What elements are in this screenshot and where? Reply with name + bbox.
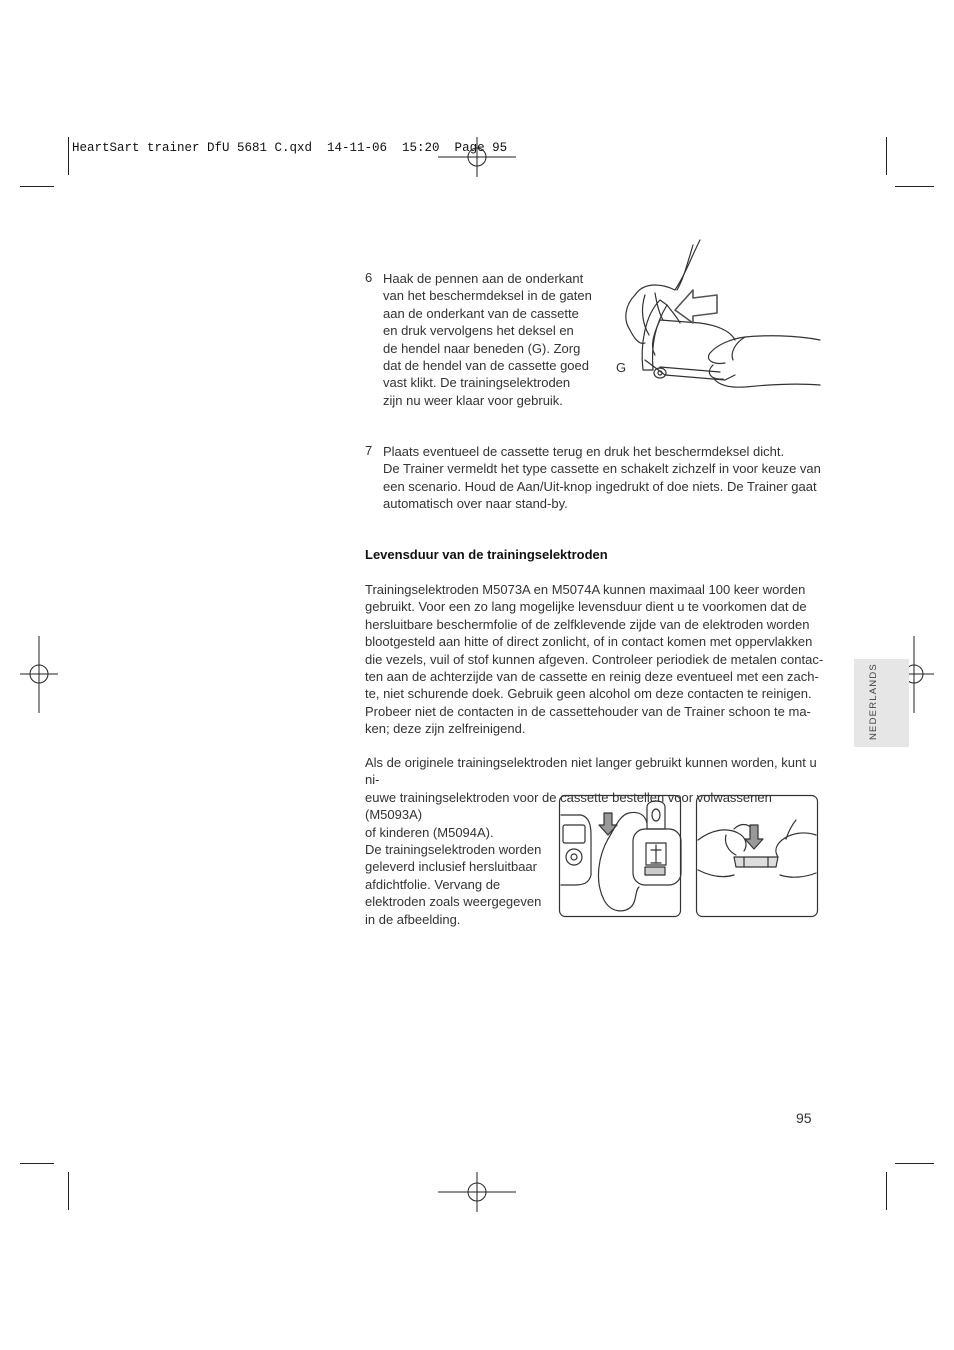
step-6-line: Haak de pennen aan de onderkant [383, 271, 584, 286]
paragraph-line: geleverd inclusief hersluitbaar [365, 859, 537, 875]
hands-replacing-electrodes-illustration [696, 795, 818, 917]
paragraph-line: ken; deze zijn zelfreinigend. [365, 721, 526, 737]
paragraph-line: hersluitbare beschermfolie of de zelfklevende zijde van de elektroden worden [365, 616, 810, 632]
paragraph-line: Trainingselektroden M5073A en M5074A kunnen maximaal 100 keer worden [365, 582, 806, 597]
slug-line: HeartSart trainer DfU 5681 C.qxd 14-11-06 15:20 Page 95 [72, 141, 508, 155]
paragraph-line: blootgesteld aan hitte of direct zonlicht, of in contact komen met oppervlakken [365, 634, 813, 650]
step-7-number: 7 [365, 443, 373, 458]
paragraph-line: of kinderen (M5094A). [365, 824, 494, 840]
step-6-number: 6 [365, 270, 373, 285]
step-7-line: een scenario. Houd de Aan/Uit-knop ingedrukt of doe niets. De Trainer gaat [383, 478, 817, 494]
page-number: 95 [796, 1110, 812, 1126]
paragraph-line: in de afbeelding. [365, 911, 461, 927]
language-tab-label: NEDERLANDS [868, 663, 879, 740]
step-7-line: automatisch over naar stand-by. [383, 496, 568, 512]
paragraph-line: elektroden zoals weergegeven [365, 894, 542, 910]
step-6-line: van het beschermdeksel in de gaten [383, 288, 592, 304]
paragraph-line: De trainingselektroden worden [365, 842, 542, 858]
step-6-line: aan de onderkant van de cassette [383, 305, 579, 321]
step-6-line: en druk vervolgens het deksel en [383, 323, 574, 339]
paragraph-line: ten aan de achterzijde van de cassette en reinig deze eventueel met een zach- [365, 669, 819, 685]
paragraph-line: Als de originele trainingselektroden niet langer gebruikt kunnen worden, kunt u ni- [365, 755, 817, 788]
electrode-cassette-illustration [559, 795, 681, 917]
paragraph-line: Probeer niet de contacten in de cassettehouder van de Trainer schoon te ma- [365, 703, 811, 719]
paragraph-line: die vezels, vuil of stof kunnen afgeven. Controleer periodiek de metalen contac- [365, 651, 824, 667]
step-6-line: dat de hendel van de cassette goed [383, 358, 589, 374]
step-6-line: de hendel naar beneden (G). Zorg [383, 340, 581, 356]
step-7-text [383, 443, 823, 513]
step-6-text [383, 270, 598, 409]
step-7-line: De Trainer vermeldt het type cassette en schakelt zichzelf in voor keuze van [383, 461, 821, 477]
paragraph-line: gebruikt. Voor een zo lang mogelijke levensduur dient u te voorkomen dat de [365, 599, 807, 615]
paragraph-line: euwe trainingselektroden voor de cassette bestellen voor volwassenen (M5093A) [365, 789, 772, 823]
step-6-line: zijn nu weer klaar voor gebruik. [383, 392, 563, 408]
step-7-line: Plaats eventueel de cassette terug en druk het beschermdeksel dicht. [383, 444, 785, 459]
paragraph-lifespan [365, 581, 825, 738]
step-6-line: vast klikt. De trainingselektroden [383, 375, 571, 391]
language-tab [854, 659, 909, 747]
figure-label-g: G [616, 360, 627, 375]
cassette-lid-illustration [605, 235, 825, 400]
paragraph-line: te, niet schurende doek. Gebruik geen alcohol om deze contacten te reinigen. [365, 686, 812, 702]
paragraph-line: afdichtfolie. Vervang de [365, 876, 501, 892]
section-heading: Levensduur van de trainingselektroden [365, 547, 608, 562]
